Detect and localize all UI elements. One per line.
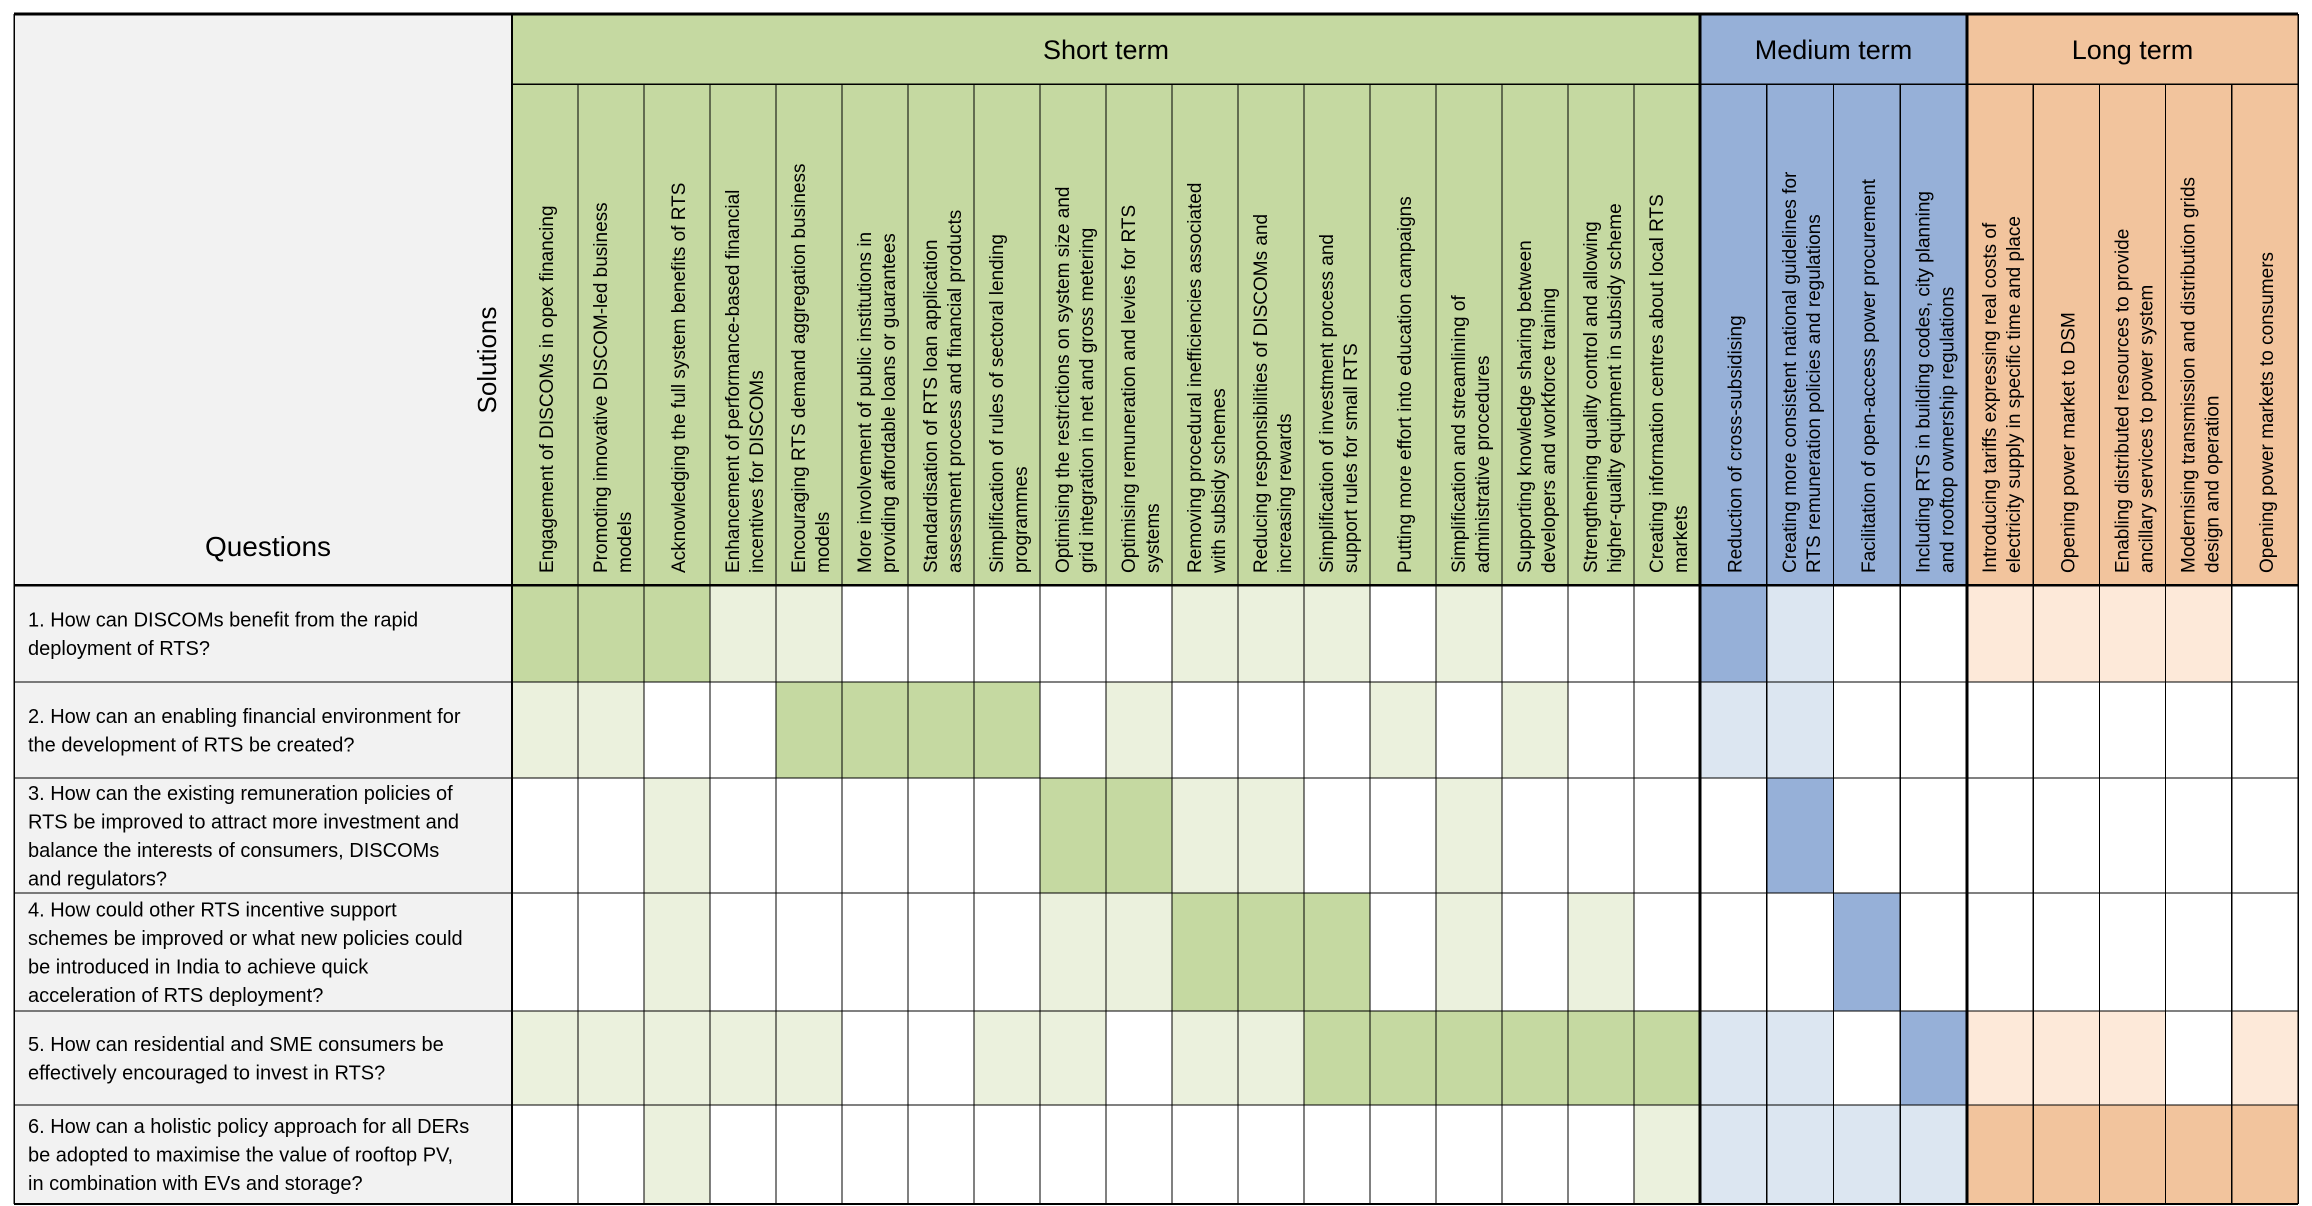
matrix-cell — [1436, 1011, 1502, 1105]
matrix-cell — [1370, 778, 1436, 893]
matrix-cell — [1634, 682, 1700, 778]
matrix-cell — [842, 1011, 908, 1105]
matrix-cell — [1834, 893, 1901, 1011]
matrix-cell — [644, 1011, 710, 1105]
matrix-cell — [512, 893, 578, 1011]
matrix-cell — [1238, 682, 1304, 778]
solution-label: Strengthening quality control and allowing higher-quality equipment in subsidy scheme — [1581, 203, 1626, 573]
matrix-cell — [1502, 778, 1568, 893]
matrix-cell — [1634, 1105, 1700, 1204]
matrix-cell — [974, 1011, 1040, 1105]
matrix-cell — [2232, 682, 2298, 778]
matrix-cell — [974, 585, 1040, 682]
group-title: Medium term — [1754, 35, 1913, 65]
matrix-cell — [578, 778, 644, 893]
matrix-cell — [1900, 1011, 1967, 1105]
matrix-cell — [1568, 682, 1634, 778]
matrix-cell — [578, 585, 644, 682]
matrix-cell — [1370, 1105, 1436, 1204]
matrix-cell — [644, 893, 710, 1011]
matrix-cell — [908, 682, 974, 778]
matrix-cell — [1834, 682, 1901, 778]
matrix-cell — [512, 585, 578, 682]
question-label: 4. How could other RTS incentive support schemes be improved or what new policies could be introduced in India to achieve quick acceleration of RTS deployment? — [28, 899, 463, 1007]
matrix-cell — [644, 682, 710, 778]
matrix-cell — [2033, 682, 2099, 778]
matrix-cell — [1700, 1011, 1767, 1105]
matrix-cell — [2166, 1011, 2232, 1105]
matrix-cell — [1502, 1105, 1568, 1204]
solutions-axis-label: Solutions — [472, 306, 502, 414]
matrix-cell — [1834, 585, 1901, 682]
matrix-cell — [1172, 585, 1238, 682]
solution-label: Creating more consistent national guidelines for RTS remuneration policies and regulations — [1780, 171, 1826, 573]
matrix-cell — [2099, 1011, 2165, 1105]
matrix-cell — [1040, 1105, 1106, 1204]
matrix-cell — [1568, 1011, 1634, 1105]
matrix-cell — [1040, 1011, 1106, 1105]
matrix-cell — [2232, 893, 2298, 1011]
matrix-cell — [1900, 1105, 1967, 1204]
matrix-cell — [1436, 778, 1502, 893]
matrix-cell — [1502, 585, 1568, 682]
matrix-cell — [1767, 585, 1834, 682]
solution-label: More involvement of public institutions in providing affordable loans or guarantees — [855, 231, 900, 573]
matrix-cell — [1106, 1011, 1172, 1105]
solution-label: Facilitation of open-access power procurement — [1858, 179, 1880, 573]
matrix-cell — [1304, 1011, 1370, 1105]
matrix-cell — [908, 585, 974, 682]
matrix-cell — [1040, 778, 1106, 893]
question-label: 3. How can the existing remuneration policies of RTS be improved to attract more investment and balance the interests of consumers, DISCOMs and regulators? — [28, 782, 459, 891]
matrix-cell — [1040, 893, 1106, 1011]
matrix-cell — [776, 1011, 842, 1105]
matrix-cell — [842, 778, 908, 893]
matrix-cell — [776, 1105, 842, 1204]
matrix-cell — [710, 1011, 776, 1105]
matrix-cell — [1634, 893, 1700, 1011]
solution-label: Simplification of rules of sectoral lending programmes — [987, 233, 1032, 573]
matrix-cell — [974, 682, 1040, 778]
matrix-cell — [1436, 682, 1502, 778]
matrix-cell — [2232, 778, 2298, 893]
matrix-cell — [578, 682, 644, 778]
matrix-cell — [1172, 1105, 1238, 1204]
solution-label: Standardisation of RTS loan application assessment process and financial products — [921, 209, 966, 573]
matrix-cell — [512, 778, 578, 893]
group-title: Long term — [2071, 35, 2194, 65]
matrix-cell — [1634, 585, 1700, 682]
matrix-cell — [1502, 893, 1568, 1011]
matrix-cell — [2099, 893, 2165, 1011]
corner-cell — [14, 14, 512, 585]
matrix-cell — [1967, 585, 2033, 682]
matrix-cell — [1767, 682, 1834, 778]
matrix-cell — [1967, 778, 2033, 893]
matrix-cell — [1568, 1105, 1634, 1204]
matrix-cell — [1967, 1105, 2033, 1204]
matrix-cell — [1370, 893, 1436, 1011]
solution-label: Enabling distributed resources to provide ancillary services to power system — [2112, 228, 2158, 573]
solution-label: Creating information centres about local RTS markets — [1647, 194, 1692, 573]
matrix-cell — [710, 893, 776, 1011]
matrix-cell — [1502, 682, 1568, 778]
matrix-cell — [1172, 893, 1238, 1011]
matrix-cell — [2033, 778, 2099, 893]
matrix-cell — [710, 682, 776, 778]
questions-axis-label: Questions — [204, 531, 332, 562]
matrix-cell — [1304, 585, 1370, 682]
matrix-cell — [1834, 1011, 1901, 1105]
solution-label: Modernising transmission and distribution grids design and operation — [2178, 176, 2224, 573]
matrix-cell — [842, 682, 908, 778]
solution-label: Removing procedural inefficiencies associated with subsidy schemes — [1185, 182, 1230, 573]
matrix-cell — [1436, 1105, 1502, 1204]
matrix-cell — [842, 893, 908, 1011]
matrix-cell — [1967, 893, 2033, 1011]
matrix-cell — [1700, 1105, 1767, 1204]
matrix-cell — [2033, 585, 2099, 682]
matrix-cell — [908, 778, 974, 893]
matrix-cell — [1040, 682, 1106, 778]
matrix-cell — [512, 1011, 578, 1105]
matrix-cell — [2033, 1011, 2099, 1105]
matrix-cell — [578, 1011, 644, 1105]
matrix-cell — [1700, 778, 1767, 893]
matrix-cell — [1370, 682, 1436, 778]
matrix-cell — [1900, 893, 1967, 1011]
matrix-cell — [1634, 1011, 1700, 1105]
solution-label: Promoting innovative DISCOM-led business models — [591, 202, 636, 573]
matrix-cell — [2099, 778, 2165, 893]
question-label: 2. How can an enabling financial environment for the development of RTS be created? — [28, 705, 461, 757]
matrix-cell — [1304, 1105, 1370, 1204]
matrix-cell — [1967, 1011, 2033, 1105]
solution-label: Encouraging RTS demand aggregation business models — [789, 163, 834, 573]
matrix-cell — [1172, 778, 1238, 893]
solution-label: Simplification and streamlining of administrative procedures — [1449, 295, 1494, 573]
matrix-cell — [1568, 585, 1634, 682]
matrix-cell — [2166, 585, 2232, 682]
matrix-cell — [710, 778, 776, 893]
solution-label: Optimising remuneration and levies for RTS systems — [1119, 204, 1164, 573]
solution-label: Simplification of investment process and support rules for small RTS — [1317, 234, 1362, 573]
question-cell — [14, 1011, 512, 1105]
matrix-cell — [1304, 778, 1370, 893]
matrix-cell — [2099, 682, 2165, 778]
matrix-cell — [578, 1105, 644, 1204]
matrix-cell — [1370, 585, 1436, 682]
matrix-cell — [1238, 1011, 1304, 1105]
matrix-cell — [776, 585, 842, 682]
matrix-cell — [974, 778, 1040, 893]
matrix-cell — [1700, 893, 1767, 1011]
matrix-cell — [1370, 1011, 1436, 1105]
matrix-cell — [1040, 585, 1106, 682]
question-cell — [14, 682, 512, 778]
matrix-cell — [1767, 1011, 1834, 1105]
matrix-cell — [512, 1105, 578, 1204]
matrix-cell — [776, 682, 842, 778]
matrix-cell — [1900, 682, 1967, 778]
solution-label: Enhancement of performance-based financial incentives for DISCOMs — [723, 189, 768, 573]
matrix-cell — [2166, 778, 2232, 893]
matrix-cell — [776, 893, 842, 1011]
matrix-cell — [2166, 682, 2232, 778]
matrix-cell — [1502, 1011, 1568, 1105]
question-label: 6. How can a holistic policy approach for all DERs be adopted to maximise the value of rooftop PV, in combination with EVs and storage? — [28, 1116, 470, 1195]
matrix-cell — [908, 1105, 974, 1204]
matrix-cell — [1238, 1105, 1304, 1204]
matrix-cell — [1568, 893, 1634, 1011]
matrix-cell — [1172, 1011, 1238, 1105]
solution-label: Reduction of cross-subsidising — [1725, 315, 1747, 573]
matrix-cell — [2232, 1011, 2298, 1105]
matrix-cell — [1304, 682, 1370, 778]
matrix-cell — [974, 1105, 1040, 1204]
matrix-cell — [908, 893, 974, 1011]
matrix-cell — [1238, 585, 1304, 682]
matrix-cell — [644, 778, 710, 893]
solution-label: Acknowledging the full system benefits of RTS — [669, 182, 690, 573]
matrix-cell — [908, 1011, 974, 1105]
matrix-cell — [842, 585, 908, 682]
matrix-cell — [1634, 778, 1700, 893]
solution-label: Opening power markets to consumers — [2256, 251, 2278, 573]
matrix-cell — [644, 1105, 710, 1204]
matrix-cell — [1106, 682, 1172, 778]
matrix-cell — [2099, 585, 2165, 682]
matrix-cell — [2033, 893, 2099, 1011]
question-cell — [14, 585, 512, 682]
question-label: 5. How can residential and SME consumers be effectively encouraged to invest in RTS? — [28, 1033, 444, 1085]
matrix-cell — [1436, 893, 1502, 1011]
matrix-cell — [644, 585, 710, 682]
matrix-cell — [842, 1105, 908, 1204]
matrix-cell — [1767, 893, 1834, 1011]
matrix-cell — [1568, 778, 1634, 893]
matrix-cell — [1767, 778, 1834, 893]
matrix-cell — [1834, 1105, 1901, 1204]
matrix-cell — [1436, 585, 1502, 682]
solution-label: Optimising the restrictions on system size and grid integration in net and gross metering — [1053, 186, 1098, 573]
matrix-cell — [710, 1105, 776, 1204]
matrix-cell — [1106, 585, 1172, 682]
matrix-cell — [1700, 585, 1767, 682]
group-title: Short term — [1042, 35, 1170, 65]
matrix-cell — [1304, 893, 1370, 1011]
matrix-cell — [1900, 778, 1967, 893]
matrix-cell — [1106, 1105, 1172, 1204]
question-label: 1. How can DISCOMs benefit from the rapid deployment of RTS? — [28, 609, 419, 660]
matrix-cell — [1238, 893, 1304, 1011]
matrix-cell — [578, 893, 644, 1011]
matrix-cell — [1238, 778, 1304, 893]
matrix-cell — [1700, 682, 1767, 778]
matrix-cell — [2166, 893, 2232, 1011]
solution-label: Introducing tariffs expressing real costs of electricity supply in specific time and place — [1980, 216, 2026, 573]
matrix-cell — [2232, 1105, 2298, 1204]
matrix-cell — [2099, 1105, 2165, 1204]
matrix-cell — [2033, 1105, 2099, 1204]
matrix-cell — [1767, 1105, 1834, 1204]
matrix-cell — [1106, 893, 1172, 1011]
matrix-cell — [2166, 1105, 2232, 1204]
matrix-cell — [1900, 585, 1967, 682]
matrix-cell — [710, 585, 776, 682]
matrix-cell — [1172, 682, 1238, 778]
solution-label: Supporting knowledge sharing between developers and workforce training — [1515, 240, 1560, 573]
matrix-cell — [974, 893, 1040, 1011]
matrix-cell — [1106, 778, 1172, 893]
solution-label: Engagement of DISCOMs in opex financing — [537, 205, 558, 573]
matrix-cell — [512, 682, 578, 778]
matrix-cell — [776, 778, 842, 893]
matrix-cell — [1967, 682, 2033, 778]
matrix-cell — [2232, 585, 2298, 682]
matrix-cell — [1834, 778, 1901, 893]
solution-label: Reducing responsibilities of DISCOMs and increasing rewards — [1251, 213, 1296, 573]
solution-label: Putting more effort into education campaigns — [1395, 196, 1416, 573]
solution-label: Including RTS in building codes, city planning and rooftop ownership regulations — [1913, 191, 1959, 573]
solution-label: Opening power market to DSM — [2058, 312, 2080, 573]
